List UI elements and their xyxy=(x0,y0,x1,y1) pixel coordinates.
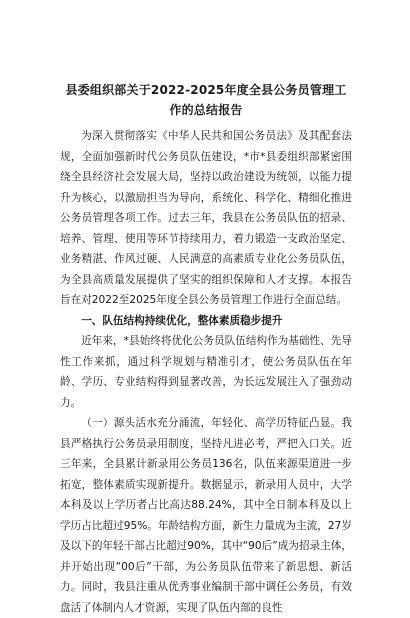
document-title: 县委组织部关于2022-2025年度全县公务员管理工作的总结报告 xyxy=(65,83,347,117)
section-paragraph: 近年来，*县始终将优化公务员队伍结构作为基础性、先导性工作来抓，通过科学规划与精准引才，使公务员队伍在年龄、学历、专业结构得到显著改善，为长远发展注入了强劲动力。 xyxy=(60,335,352,409)
intro-paragraph: 为深入贯彻落实《中华人民共和国公务员法》及其配套法规，全面加强新时代公务员队伍建设，*市*县委组织部紧密围绕全县经济社会发展大局，坚持以政治建设为统领，以能力提升为核心，以激励担当为导向，系统化、科学化、精细化推进公务员管理各项工作。过去三年，我县在公务员队伍的招录、培养、管理、使用等环节持续用力，着力锻造一支政治坚定、业务精湛、作风过硬、人民满意的高素质专业化公务员队伍，为全县高质量发展提供了坚实的组织保障和人才支撑。本报告旨在对2022至2025年度全县公务员管理工作进行全面总结。 xyxy=(60,130,352,306)
section-heading: 一、队伍结构持续优化，整体素质稳步提升 xyxy=(81,314,283,327)
subsection-paragraph: （一）源头活水充分涌流，年轻化、高学历特征凸显。我县严格执行公务员录用制度，坚持凡进必考，严把入口关。近三年来，全县累计新录用公务员136名，队伍来源渠道进一步拓宽，整体素质实现新提升。数据显示，新录用人员中，大学本科及以上学历者占比高达88.24%，其中全日制本科及以上学历占比超过95%。年龄结构方面，新生力量成为主流，27岁及以下的年轻干部占比超过90%，其中“90后”成为招录主体，并开始出现“00后”干部，为公务员队伍带来了新思想、新活力。同时，我县注重从优秀事业编制干部中调任公务员，有效盘活了体制内人才资源，实现了队伍内部的良性 xyxy=(60,417,352,614)
